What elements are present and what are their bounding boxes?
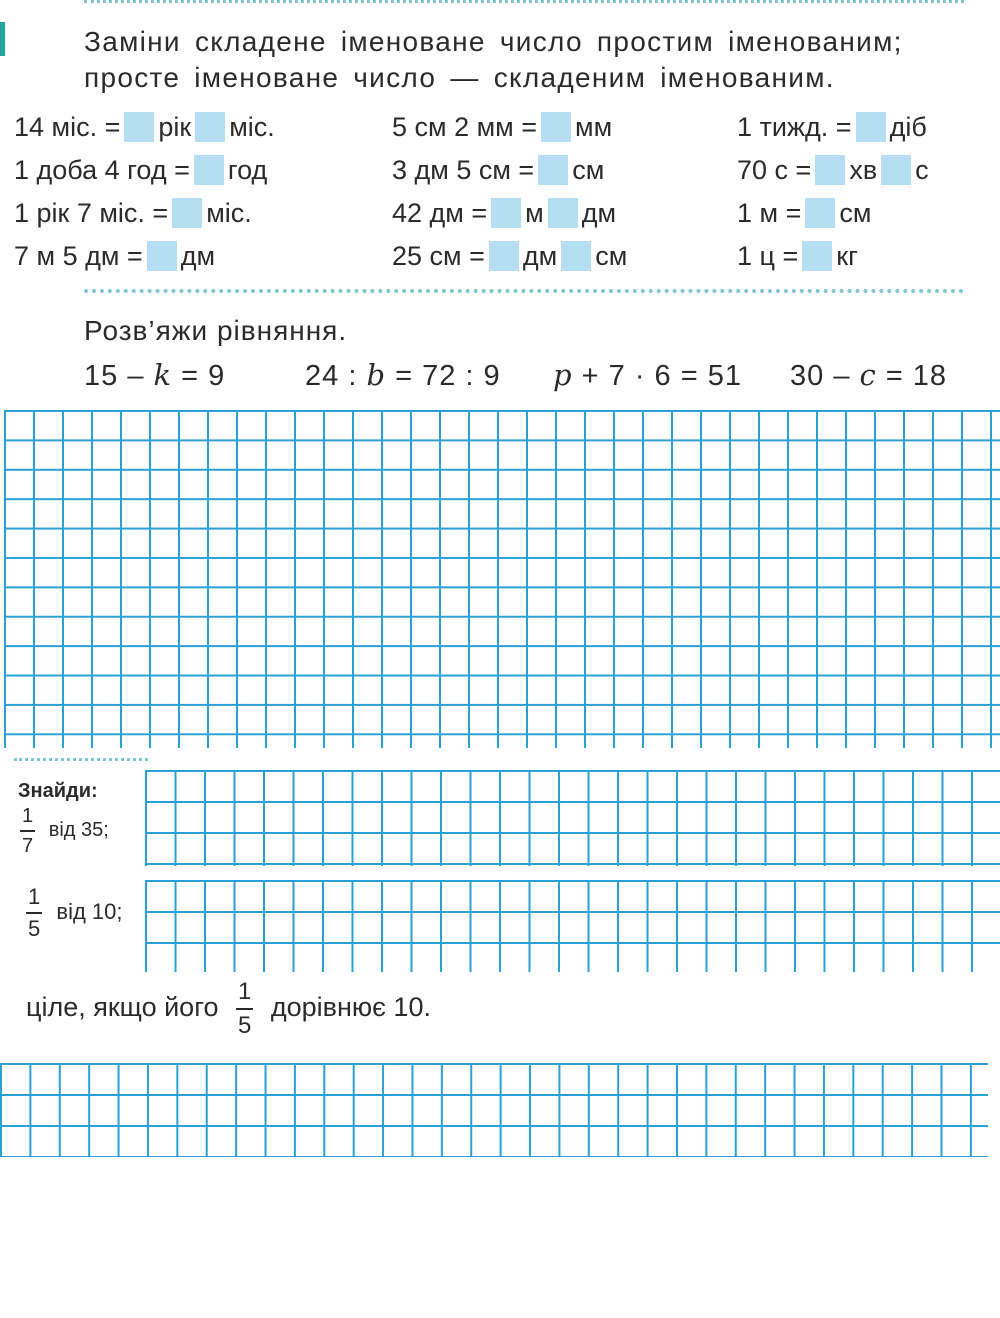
conversion-row: 42 дм = м дм	[392, 197, 617, 228]
task1-instruction	[84, 24, 964, 96]
equation-2: 24 : b = 72 : 9	[305, 358, 501, 392]
equation-1: 15 – k = 9	[84, 358, 226, 392]
answer-box[interactable]	[856, 112, 886, 142]
conversion-row: 14 міс. = рік міс.	[14, 111, 275, 142]
conversion-row: 7 м 5 дм = дм	[14, 240, 216, 271]
conversion-row: 70 с = хв с	[737, 154, 929, 185]
answer-box[interactable]	[147, 241, 177, 271]
conversion-row: 1 м = см	[737, 197, 872, 228]
answer-box[interactable]	[489, 241, 519, 271]
instruction-line-2: просте іменоване число — складеним іменованим.	[84, 62, 835, 93]
answer-box[interactable]	[548, 198, 578, 228]
answer-grid-item-3[interactable]	[0, 1063, 988, 1157]
answer-box[interactable]	[194, 155, 224, 185]
conversion-row: 1 доба 4 год = год	[14, 154, 268, 185]
conversion-row: 25 см = дм см	[392, 240, 628, 271]
conversion-row: 3 дм 5 см = см	[392, 154, 605, 185]
answer-box[interactable]	[802, 241, 832, 271]
find-title: Знайди:	[18, 780, 98, 802]
dotted-divider-middle	[84, 289, 964, 293]
answer-box[interactable]	[195, 112, 225, 142]
conversion-row: 1 ц = кг	[737, 240, 858, 271]
equation-3: p + 7 · 6 = 51	[553, 358, 742, 392]
conversion-row: 1 тижд. = діб	[737, 111, 927, 142]
dotted-divider-top	[84, 0, 964, 3]
conversion-row: 5 см 2 мм = мм	[392, 111, 613, 142]
fraction-item-1: $\frac{1}{7}$ від 35;	[22, 805, 109, 857]
answer-box[interactable]	[815, 155, 845, 185]
equations-title: Розв’яжи рівняння.	[84, 315, 348, 346]
answer-box[interactable]	[172, 198, 202, 228]
conversion-row: 1 рік 7 міс. = міс.	[14, 197, 252, 228]
fraction-item-3: ціле, якщо його $\frac{1}{5}$ дорівнює 10.	[26, 978, 431, 1039]
fraction: $\frac{1}{5}$	[28, 884, 41, 941]
task-marker-bar	[0, 22, 5, 56]
answer-grid-item-1[interactable]	[145, 770, 1000, 866]
answer-box[interactable]	[881, 155, 911, 185]
answer-box[interactable]	[124, 112, 154, 142]
equation-4: 30 – c = 18	[790, 358, 948, 392]
answer-box[interactable]	[805, 198, 835, 228]
fraction: $\frac{1}{7}$	[22, 805, 34, 857]
fraction: $\frac{1}{5}$	[237, 978, 252, 1039]
answer-box[interactable]	[561, 241, 591, 271]
dotted-divider-lower	[14, 758, 148, 761]
answer-box[interactable]	[491, 198, 521, 228]
fraction-item-2: $\frac{1}{5}$ від 10;	[28, 884, 123, 941]
answer-grid-equations[interactable]	[4, 410, 1000, 748]
answer-box[interactable]	[541, 112, 571, 142]
answer-box[interactable]	[538, 155, 568, 185]
instruction-line-1: Заміни складене іменоване число простим іменованим;	[84, 26, 903, 57]
answer-grid-item-2[interactable]	[145, 880, 1000, 972]
